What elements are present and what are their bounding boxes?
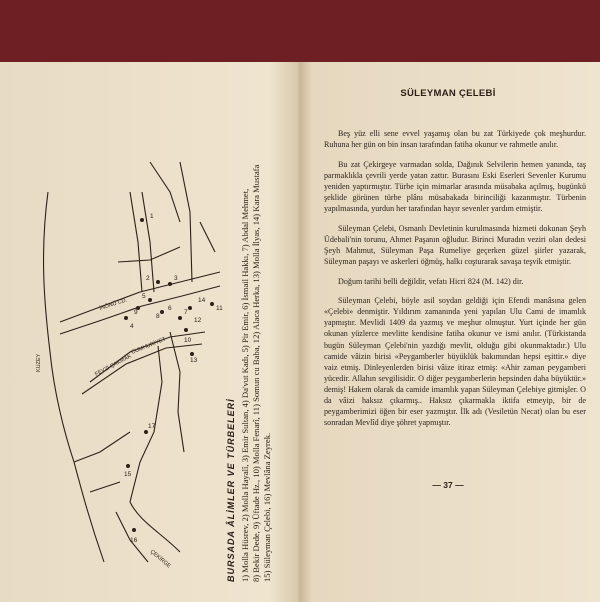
body-text	[324, 128, 586, 437]
map-number: 9	[134, 309, 138, 316]
city-map	[30, 132, 226, 572]
paragraph: Bu zat Çekirgeye varmadan solda, Dağınık Selvilerin hemen yanında, taş parmaklıkla çevrili yerde yatan zattır. Burasını Eski Eserleri Sevenler Kurumu yeniden yaptırmıştır. Türbe için mimarlar arasında müsabaka açılmış, bugünkü şeklide görünen türbe plânı müsabakada birinciliği kazanmıştır. Türbenin yapılmasında, yurdun her tarafından hayır sevenler yardım etmiştir.	[324, 159, 586, 214]
map-number: 8	[156, 313, 160, 320]
map-number: 13	[190, 357, 198, 364]
map-number: 6	[168, 305, 172, 312]
street-label: CUMHURİYET	[130, 336, 167, 356]
map-number: 2	[146, 275, 150, 282]
map-number: 14	[198, 297, 206, 304]
open-book	[0, 62, 600, 602]
right-page	[302, 62, 594, 600]
caption-line: 8) Bekir Dede, 9) Üftade Hz., 10) Molla Fenarî, 11) Somun cu Baba, 12) Alaca Herka, 13) Molla İlyas, 14) Kara Mustafa	[251, 164, 261, 582]
map-number: 10	[184, 337, 192, 344]
north-label: KUZEY	[36, 353, 42, 372]
map-caption	[240, 92, 298, 582]
caption-line: 15) Süleyman Çelebi, 16) Mevlâna Zeyrek.	[262, 432, 272, 582]
river-label: ÇEKİRGE	[148, 548, 172, 570]
paragraph: Doğum tarihi belli değildir, vefatı Hicri 824 (M. 142) dir.	[338, 276, 524, 286]
caption-line: 1) Molla Hüsrev, 2) Molla Hayalî, 3) Emir Sultan, 4) Da'vut Kadı, 5) Pir Emir, 6) İsmail Hakkı, 7) Abdal Mehmet,	[240, 188, 250, 582]
paragraph: Süleyman Çelebi, Osmanlı Devletinin kurulmasında hizmeti dokunan Şeyh Üdebali'nin torunu, Ahmet Paşanın oğludur. Birinci Muradın veziri olan dedesi Şeyh Mahmut, Süleyman Paşa Rumeliye geçerken güzel şiirler yazarak, Süleyman paşayı ve askerleri öğmüş, halkı coşturarak savaşa teşvik etmiştir.	[324, 223, 586, 266]
map-number: 16	[130, 537, 138, 544]
map-number: 7	[184, 309, 188, 316]
map-number: 3	[174, 275, 178, 282]
left-page	[8, 62, 292, 600]
map-title: BURSADA ÂLİMLER VE TÜRBELERİ	[226, 398, 236, 582]
page-number: — 37 —	[432, 480, 464, 490]
map-number: 11	[216, 305, 223, 312]
paragraph: Beş yüz elli sene evvel yaşamış olan bu zat Türkiyede çok meşhurdur. Ruhuna her gün on bin insan tarafından fatiha okunur ve rahmetle anılır.	[324, 129, 586, 150]
street-label: FEVZİ ÇAKMAK	[94, 353, 133, 378]
map-number: 12	[194, 317, 202, 324]
paragraph: Süleyman Çelebi, böyle asil soydan geldiği için Efendi manâsına gelen «Çelebi» denmiştir. Yıldırım zamanında yeni yapılan Ulu Cami de imamlık yapmıştır. Mevlidi 1409 da yazmış ve meşhur olmuştur. Yurt içinde her gün okunan yüzlerce mevlitte kendisine fatiha okunur ve ismi anılır. (Türkistanda bugün Süleyman Çelebi'nin yazdığı mevlit, olduğu gibi okunmaktadır.) Ulu camide vâizin birisi «Peygamberler büyüklük bakımından hepsi eşittir.» diye vaiz etmiş. Dinleyenlerden birisi vâize itiraz etmiş: «Ahir zaman peygamberi yücedir. Allahın sevgilisidir. O diğer peygamberlerin hepsinden daha büyüktür.» demiş! Hakem olarak da camide imamlık yapan Süleyman Çelebiye gitmişler. O da vâizi haksız çıkarmış.. Haksız çıkarmakla iktifa etmeyip, bir de peygamberimizi öğen bir eser yazmıştır. İlk adı (Vesiletün Necat) olan bu eser sonradan Mevlîd diye şöhret yapmıştır.	[324, 296, 586, 428]
map-drawing	[30, 132, 226, 572]
page-title: SÜLEYMAN ÇELEBİ	[400, 88, 496, 99]
map-number: 4	[130, 323, 134, 330]
street-label: İNÖNÜ CD.	[98, 297, 128, 312]
map-number: 15	[124, 471, 132, 478]
map-number: 17	[148, 423, 156, 430]
map-number: 1	[150, 213, 154, 220]
map-number: 5	[142, 293, 146, 300]
